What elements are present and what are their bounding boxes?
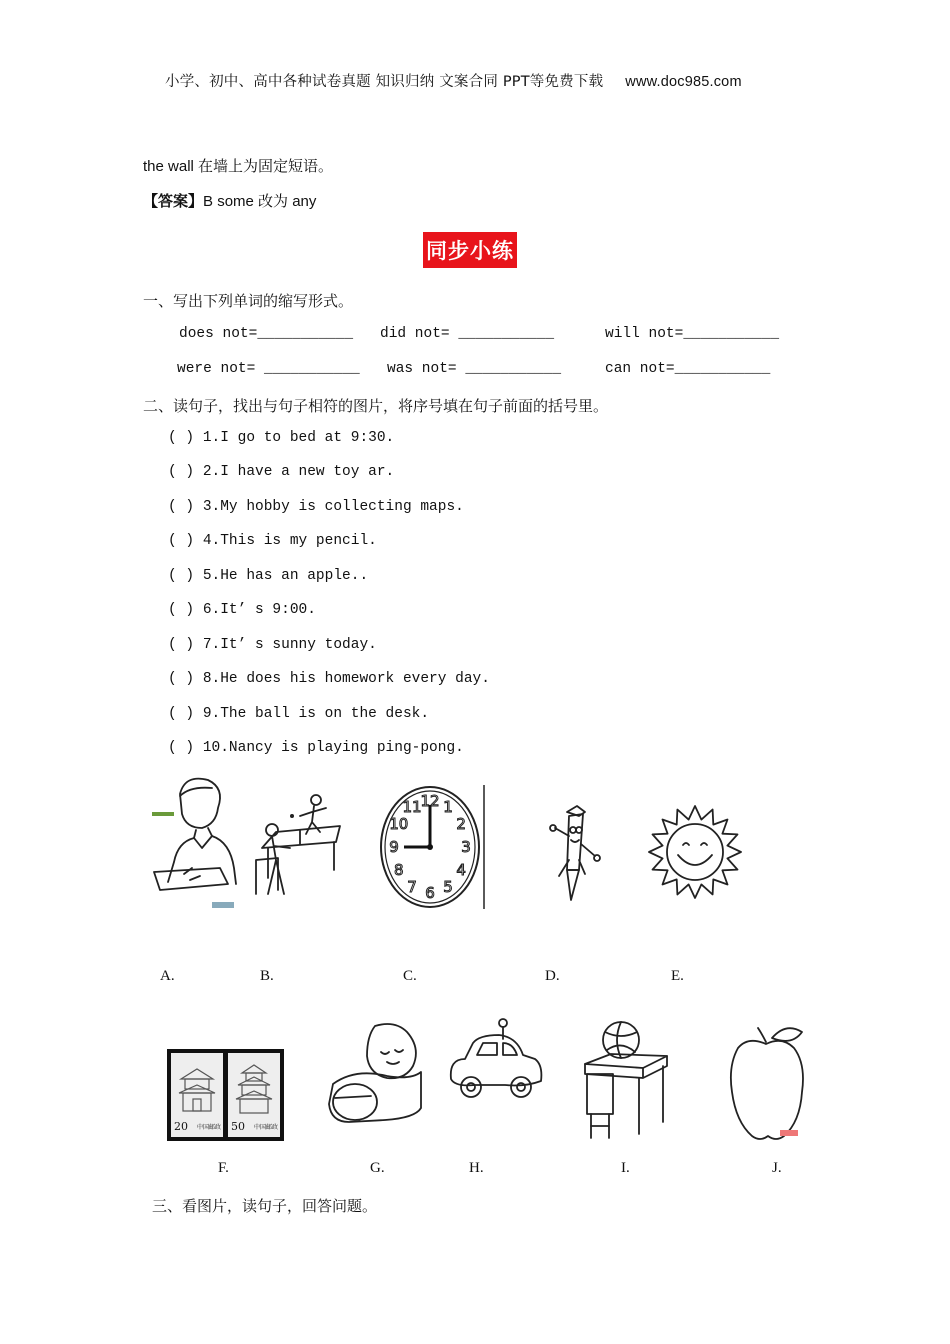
answer-parens[interactable]: ( ) (168, 740, 195, 756)
stamp-value: 50 (231, 1120, 245, 1133)
sentence-text: 3.My hobby is collecting maps. (202, 499, 464, 515)
stamp-caption: 中国邮政 (196, 1124, 221, 1131)
picture-label: C. (403, 968, 417, 984)
sentence-text: 10.Nancy is playing ping-pong. (202, 740, 464, 756)
picture-label: I. (621, 1160, 630, 1176)
answer-text: B some 改为 any (203, 193, 317, 210)
stamp (171, 1053, 223, 1137)
abbrev-item: does not=___________ (179, 326, 354, 342)
picture-toy-car (445, 1015, 545, 1107)
clock-numeral: 5 (443, 877, 453, 896)
section2-title: 二、读句子，找出与句子相符的图片，将序号填在句子前面的括号里。 (143, 398, 609, 415)
picture-boy-homework (150, 772, 245, 912)
abbrev-item: was not= ___________ (387, 361, 562, 377)
stamp-caption: 中国邮政 (253, 1124, 278, 1131)
answer-parens[interactable]: ( ) (168, 706, 195, 722)
clock-numeral: 8 (394, 861, 404, 879)
picture-stamps (167, 1049, 284, 1141)
picture-label: F. (218, 1160, 229, 1176)
picture-label: B. (260, 968, 274, 984)
section1-title: 一、写出下列单词的缩写形式。 (143, 293, 354, 310)
answer-parens[interactable]: ( ) (168, 464, 195, 480)
sentence-row (168, 533, 377, 549)
section-title-badge: 同步小练 (423, 232, 517, 268)
sentence-row (168, 499, 464, 515)
picture-label: E. (671, 968, 684, 984)
picture-label: J. (772, 1160, 782, 1176)
picture-sun (648, 805, 743, 900)
sentence-text: 1.I go to bed at 9:30. (202, 430, 395, 446)
abbrev-item: did not= ___________ (380, 326, 555, 342)
sentence-text: 6.It’ s 9:00. (202, 602, 316, 618)
answer-line (143, 190, 316, 211)
sentence-row (168, 706, 429, 722)
pagoda-icon (175, 1059, 219, 1117)
sentence-row (168, 568, 368, 584)
answer-parens[interactable]: ( ) (168, 637, 195, 653)
sentence-text: 8.He does his homework every day. (202, 671, 490, 687)
sentence-row (168, 740, 464, 756)
picture-clock (378, 783, 488, 911)
stamp (228, 1053, 280, 1137)
answer-parens[interactable]: ( ) (168, 602, 195, 618)
answer-tag: 【答案】 (143, 193, 204, 210)
answer-parens[interactable]: ( ) (168, 671, 195, 687)
sentence-row (168, 602, 316, 618)
picture-sleeping (325, 1018, 425, 1133)
clock-numeral: 12 (420, 792, 440, 810)
sentence-text: 9.The ball is on the desk. (202, 706, 430, 722)
picture-apple (728, 1022, 806, 1142)
abbrev-item: will not=___________ (605, 326, 780, 342)
picture-label: D. (545, 968, 560, 984)
clock-numeral: 10 (389, 815, 409, 833)
picture-pencil (545, 800, 605, 910)
clock-numeral: 4 (456, 861, 466, 879)
sentence-text: 7.It’ s sunny today. (202, 637, 377, 653)
section3-title: 三、看图片，读句子，回答问题。 (152, 1198, 378, 1215)
answer-parens[interactable]: ( ) (168, 430, 195, 446)
clock-numeral: 9 (389, 838, 399, 856)
picture-ping-pong (248, 790, 343, 910)
header-text: 小学、初中、高中各种试卷真题 知识归纳 文案合同 PPT等免费下载 (165, 74, 604, 90)
pagoda-icon (232, 1059, 276, 1117)
picture-label: G. (370, 1160, 385, 1176)
page-header (165, 70, 742, 91)
picture-label: H. (469, 1160, 484, 1176)
clock-numeral: 11 (402, 798, 422, 817)
abbrev-item: can not=___________ (605, 361, 771, 377)
sentence-text: 4.This is my pencil. (202, 533, 377, 549)
sentence-row (168, 671, 490, 687)
answer-parens[interactable]: ( ) (168, 499, 195, 515)
picture-ball-on-desk (583, 1018, 673, 1143)
clock-numeral: 3 (461, 838, 471, 856)
note-line: the wall 在墙上为固定短语。 (143, 158, 334, 175)
sentence-row (168, 637, 377, 653)
answer-parens[interactable]: ( ) (168, 533, 195, 549)
clock-numeral: 7 (407, 877, 417, 896)
sentence-row (168, 464, 394, 480)
header-site-link[interactable]: www.doc985.com (625, 74, 742, 90)
clock-numeral: 2 (456, 815, 466, 833)
abbrev-item: were not= ___________ (177, 361, 360, 377)
stamp-value: 20 (174, 1120, 188, 1133)
clock-numeral: 1 (443, 798, 453, 817)
picture-label: A. (160, 968, 175, 984)
sentence-row (168, 430, 394, 446)
sentence-text: 2.I have a new toy ar. (202, 464, 395, 480)
answer-parens[interactable]: ( ) (168, 568, 195, 584)
sentence-text: 5.He has an apple.. (202, 568, 369, 584)
clock-numeral: 6 (425, 884, 435, 902)
